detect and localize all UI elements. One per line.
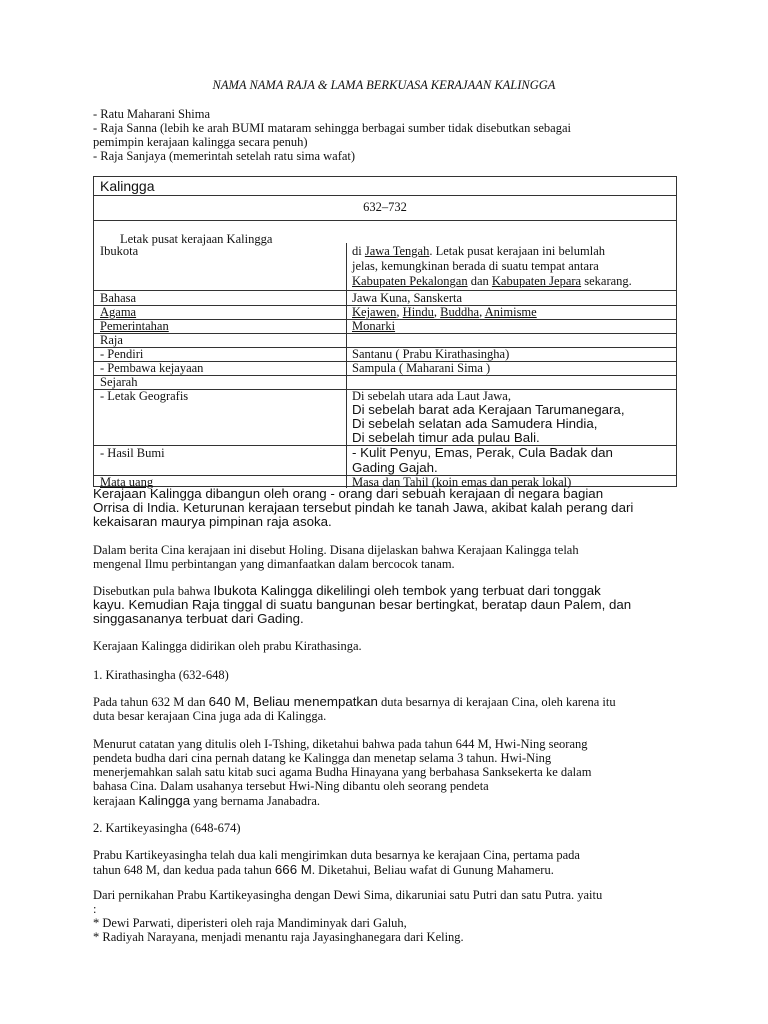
paragraph-line: Disebutkan pula bahwa Ibukota Kalingga dikelilingi oleh tembok yang terbuat dari tonggak (93, 583, 601, 598)
paragraph-line: Kerajaan Kalingga didirikan oleh prabu Kirathasinga. (93, 639, 362, 653)
paragraph-line: Prabu Kartikeyasingha telah dua kali mengirimkan duta besarnya ke kerajaan Cina, pertama pada (93, 848, 580, 862)
paragraph-line: : (93, 902, 97, 916)
bahasa-label: Bahasa (100, 291, 137, 305)
section-heading: 1. Kirathasingha (632-648) (93, 668, 229, 682)
paragraph-line: Pada tahun 632 M dan 640 M, Beliau menempatkan duta besarnya di kerajaan Cina, oleh karena itu (93, 694, 616, 709)
link-kabupaten-pekalongan[interactable]: Kabupaten Pekalongan (352, 274, 468, 288)
intro-line: - Raja Sanjaya (memerintah setelah ratu sima wafat) (93, 149, 356, 163)
letak-value-2: Di sebelah barat ada Kerajaan Tarumanegara, (352, 402, 625, 417)
pemerintahan-value[interactable]: Monarki (352, 319, 396, 333)
intro-line: - Raja Sanna (lebih ke arah BUMI mataram sehingga berbagai sumber tidak disebutkan sebagai (93, 121, 571, 135)
link-kabupaten-jepara[interactable]: Kabupaten Jepara (491, 274, 582, 288)
paragraph-line: Orrisa di India. Keturunan kerajaan tersebut pindah ke tanah Jawa, akibat kalah perang dari (93, 500, 634, 515)
paragraph-line: singgasananya terbuat dari Gading. (93, 611, 304, 626)
page-title: NAMA NAMA RAJA & LAMA BERKUASA KERAJAAN KALINGGA (212, 78, 556, 92)
pendiri-label: - Pendiri (100, 347, 144, 361)
period: 632–732 (363, 200, 407, 214)
ibukota-value-line1: di Jawa Tengah. Letak pusat kerajaan ini belumlah (352, 244, 605, 258)
table-header: Kalingga (100, 178, 155, 194)
paragraph-line: bahasa Cina. Dalam usahanya tersebut Hwi-Ning dibantu oleh seorang pendeta (93, 779, 489, 793)
intro-line: pemimpin kerajaan kalingga secara penuh) (93, 135, 308, 149)
pendiri-value: Santanu ( Prabu Kirathasingha) (352, 347, 510, 361)
raja-label: Raja (100, 333, 123, 347)
pembawa-label: - Pembawa kejayaan (100, 361, 204, 375)
bahasa-value: Jawa Kuna, Sanskerta (352, 291, 463, 305)
letak-value-1: Di sebelah utara ada Laut Jawa, (352, 389, 511, 403)
paragraph-line: Menurut catatan yang ditulis oleh I-Tshing, diketahui bahwa pada tahun 644 M, Hwi-Ning seorang (93, 737, 588, 751)
location-caption: Letak pusat kerajaan Kalingga (120, 232, 273, 246)
link-kejawen[interactable]: Kejawen (352, 305, 397, 319)
kingdom-info-table (93, 176, 677, 487)
pemerintahan-label[interactable]: Pemerintahan (100, 319, 169, 333)
paragraph-line: menerjemahkan salah satu kitab suci agama Budha Hinayana yang berbahasa Sanksekerta ke dalam (93, 765, 592, 779)
section-heading: 2. Kartikeyasingha (648-674) (93, 821, 241, 835)
agama-value: Kejawen, Hindu, Buddha, Animisme (352, 305, 537, 319)
hasil-label: - Hasil Bumi (100, 446, 165, 460)
pembawa-value: Sampula ( Maharani Sima ) (352, 361, 491, 375)
letak-label: - Letak Geografis (100, 389, 189, 403)
paragraph-line: tahun 648 M, dan kedua pada tahun 666 M. Diketahui, Beliau wafat di Gunung Mahameru. (93, 862, 554, 877)
paragraph-line: * Radiyah Narayana, menjadi menantu raja Jayasinghanegara dari Keling. (93, 930, 464, 944)
paragraph-line: * Dewi Parwati, diperisteri oleh raja Mandiminyak dari Galuh, (93, 916, 407, 930)
hasil-value-1: - Kulit Penyu, Emas, Perak, Cula Badak dan (352, 445, 613, 460)
ibukota-value-line2: jelas, kemungkinan berada di suatu tempat antara (352, 259, 599, 273)
paragraph-line: kerajaan Kalingga yang bernama Janabadra. (93, 793, 321, 808)
sejarah-label: Sejarah (100, 375, 138, 389)
ibukota-label: Ibukota (100, 244, 139, 258)
letak-value-4: Di sebelah timur ada pulau Bali. (352, 430, 540, 445)
intro-line: - Ratu Maharani Shima (93, 107, 210, 121)
link-jawa-tengah[interactable]: Jawa Tengah (364, 244, 430, 258)
mata-uang-value: Masa dan Tahil (koin emas dan perak lokal) (352, 475, 572, 489)
link-hindu[interactable]: Hindu (402, 305, 434, 319)
mata-uang-label[interactable]: Mata uang (100, 475, 154, 489)
letak-value-3: Di sebelah selatan ada Samudera Hindia, (352, 416, 598, 431)
link-animisme[interactable]: Animisme (484, 305, 537, 319)
paragraph-line: kayu. Kemudian Raja tinggal di suatu bangunan besar bertingkat, beratap daun Palem, dan (93, 597, 632, 612)
paragraph-line: Kerajaan Kalingga dibangun oleh orang - orang dari sebuah kerajaan di negara bagian (93, 486, 604, 501)
paragraph-line: Dari pernikahan Prabu Kartikeyasingha dengan Dewi Sima, dikaruniai satu Putri dan satu Putra. yaitu (93, 888, 603, 902)
paragraph-line: duta besar kerajaan Cina juga ada di Kalingga. (93, 709, 327, 723)
ibukota-value-line3: Kabupaten Pekalongan dan Kabupaten Jepara sekarang. (352, 274, 632, 288)
paragraph-line: pendeta budha dari cina pernah datang ke Kalingga dan menetap selama 3 tahun. Hwi-Ning (93, 751, 552, 765)
link-buddha[interactable]: Buddha (440, 305, 480, 319)
agama-label[interactable]: Agama (100, 305, 137, 319)
paragraph-line: kekaisaran maurya pimpinan raja asoka. (93, 514, 332, 529)
paragraph-line: mengenal Ilmu perbintangan yang dimanfaatkan dalam bercocok tanam. (93, 557, 455, 571)
paragraph-line: Dalam berita Cina kerajaan ini disebut Holing. Disana dijelaskan bahwa Kerajaan Kalingga telah (93, 543, 579, 557)
hasil-value-2: Gading Gajah. (352, 460, 438, 475)
